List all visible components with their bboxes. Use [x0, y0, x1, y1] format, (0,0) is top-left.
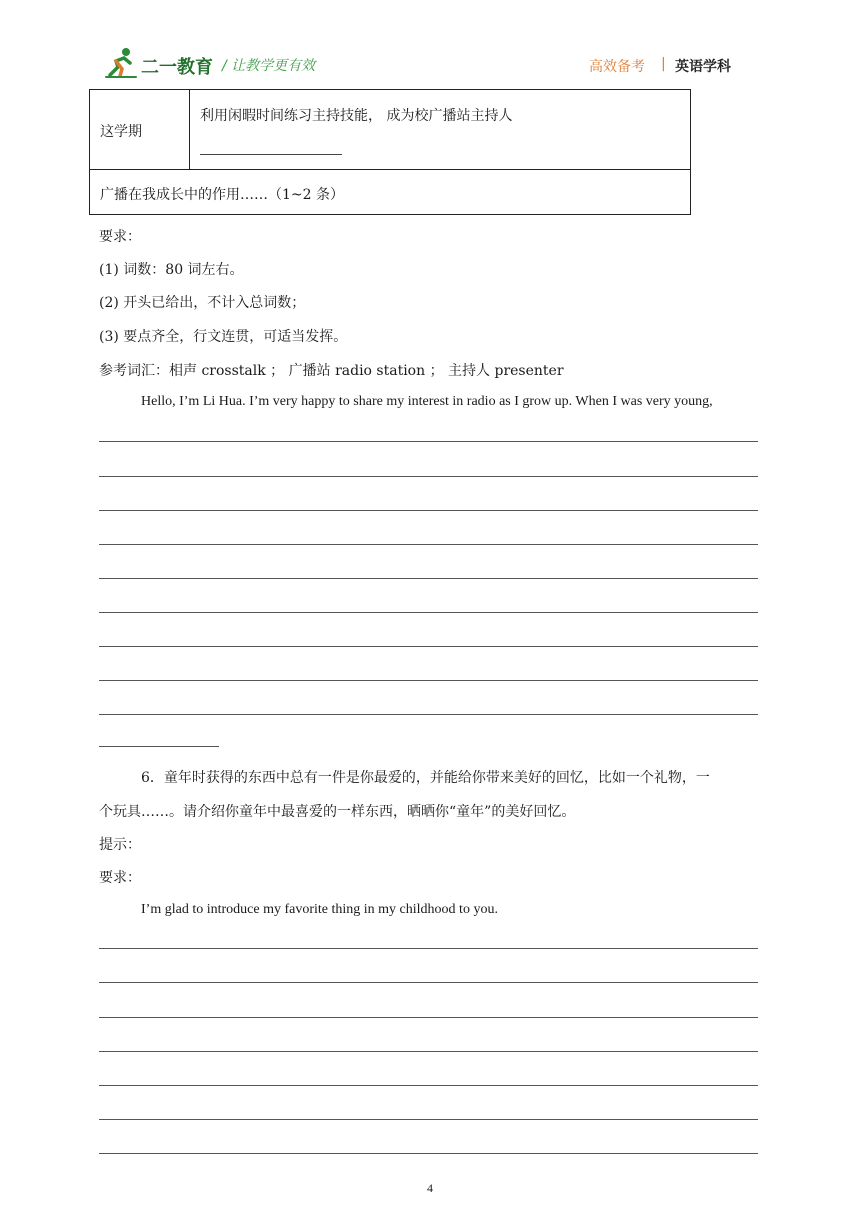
writing-line[interactable]: [99, 1153, 758, 1154]
requirement-item: (2) 开头已给出，不计入总词数；: [99, 295, 306, 311]
requirement-item: (1) 词数：80 词左右。: [99, 262, 244, 278]
essay-opening: Hello, I’m Li Hua. I’m very happy to share my interest in radio as I grow up. When I was very young,: [141, 394, 713, 409]
table-row-label: 这学期: [100, 124, 142, 140]
writing-line[interactable]: [99, 646, 758, 647]
writing-line[interactable]: [99, 441, 758, 442]
logo-runner-icon: [104, 45, 138, 79]
requirements-title: 要求：: [99, 870, 141, 886]
hint-title: 提示：: [99, 837, 141, 853]
header-slogan: / 让教学更有效: [222, 58, 316, 74]
header-tag: 高效备考: [589, 59, 645, 75]
writing-line[interactable]: [99, 612, 758, 613]
writing-line[interactable]: [99, 1119, 758, 1120]
writing-line[interactable]: [99, 746, 219, 747]
writing-line[interactable]: [99, 948, 758, 949]
table-row-content: 广播在我成长中的作用……（1~2 条）: [100, 187, 344, 203]
essay-opening: I’m glad to introduce my favorite thing in my childhood to you.: [141, 902, 498, 917]
writing-line[interactable]: [99, 1085, 758, 1086]
writing-line[interactable]: [99, 1017, 758, 1018]
writing-line[interactable]: [99, 982, 758, 983]
table-divider: [189, 90, 190, 170]
writing-line[interactable]: [99, 680, 758, 681]
writing-line[interactable]: [99, 714, 758, 715]
requirement-item: (3) 要点齐全，行文连贯，可适当发挥。: [99, 329, 348, 345]
header-subject: 英语学科: [675, 59, 731, 75]
plan-table: [89, 89, 691, 215]
writing-line[interactable]: [99, 510, 758, 511]
writing-line[interactable]: [99, 544, 758, 545]
requirements-title: 要求：: [99, 229, 141, 245]
page-number: 4: [427, 1181, 433, 1195]
answer-blank[interactable]: [200, 154, 342, 155]
writing-line[interactable]: [99, 476, 758, 477]
header-separator: |: [661, 56, 666, 72]
table-row: [90, 90, 690, 170]
question-prompt: 6．童年时获得的东西中总有一件是你最爱的，并能给你带来美好的回忆，比如一个礼物，一: [141, 770, 710, 786]
writing-line[interactable]: [99, 1051, 758, 1052]
table-row-content: 利用闲暇时间练习主持技能， 成为校广播站主持人: [200, 108, 513, 124]
question-prompt: 个玩具……。请介绍你童年中最喜爱的一样东西，晒晒你“童年”的美好回忆。: [99, 804, 576, 820]
logo-text: 二一教育: [141, 57, 213, 78]
writing-line[interactable]: [99, 578, 758, 579]
reference-vocabulary: 参考词汇：相声 crosstalk ； 广播站 radio station ； 主持人 presenter: [99, 363, 564, 379]
